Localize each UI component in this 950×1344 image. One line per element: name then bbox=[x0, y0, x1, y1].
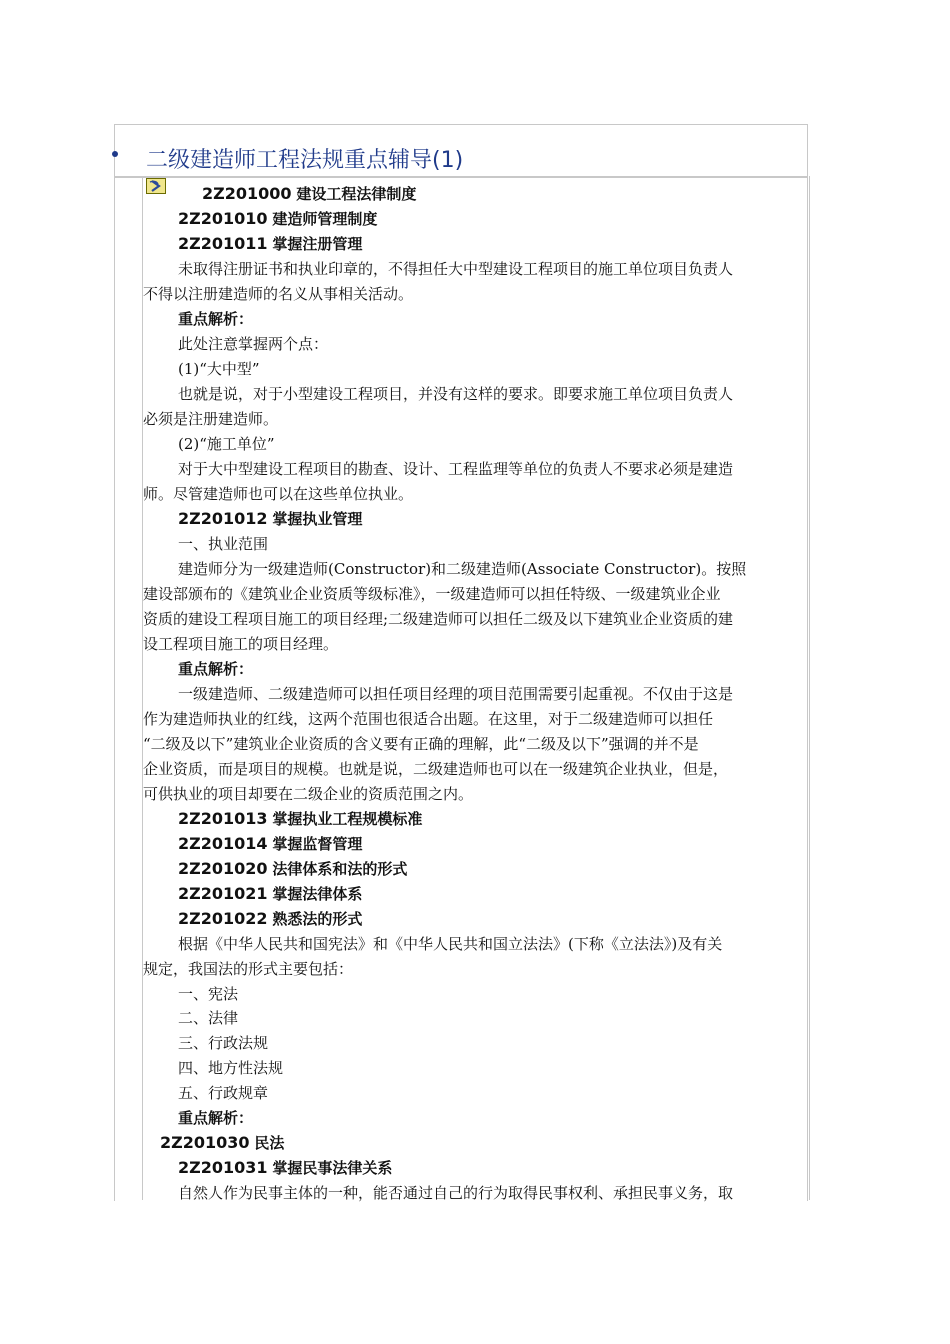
key-analysis-label bbox=[178, 659, 253, 679]
paragraph-line bbox=[178, 459, 733, 479]
section-code: 2Z201000 bbox=[202, 184, 292, 203]
section-code: 2Z201020 bbox=[178, 859, 268, 878]
section-title: 掌握执业工程规模标准 bbox=[272, 810, 423, 828]
paragraph-line bbox=[143, 409, 278, 429]
section-code: 2Z201013 bbox=[178, 809, 268, 828]
line-text: 一、宪法 bbox=[178, 985, 239, 1003]
paragraph-line bbox=[178, 1058, 283, 1078]
paragraph-line bbox=[143, 634, 338, 654]
section-heading bbox=[178, 809, 422, 829]
paragraph-line bbox=[143, 284, 413, 304]
paragraph-line bbox=[178, 684, 733, 704]
section-code: 2Z201014 bbox=[178, 834, 268, 853]
page-title: 二级建造师工程法规重点辅导(1) bbox=[146, 148, 464, 173]
section-heading bbox=[178, 859, 407, 879]
line-text: 五、行政规章 bbox=[178, 1084, 269, 1102]
line-text: 必须是注册建造师。 bbox=[143, 410, 279, 428]
bullet-icon bbox=[112, 151, 118, 157]
section-heading bbox=[178, 834, 362, 854]
paragraph-line bbox=[178, 259, 733, 279]
section-title: 掌握注册管理 bbox=[272, 235, 363, 253]
line-text: 三、行政法规 bbox=[178, 1034, 269, 1052]
paragraph-line bbox=[178, 559, 746, 579]
line-text: 此处注意掌握两个点： bbox=[178, 335, 329, 353]
line-text: 可供执业的项目却要在二级企业的资质范围之内。 bbox=[143, 785, 474, 803]
paragraph-line bbox=[178, 1183, 733, 1203]
section-code: 2Z201022 bbox=[178, 909, 268, 928]
paragraph-line bbox=[178, 359, 260, 379]
line-text: 师。尽管建造师也可以在这些单位执业。 bbox=[143, 485, 414, 503]
line-text: 企业资质，而是项目的规模。也就是说，二级建造师也可以在一级建筑企业执业，但是， bbox=[143, 760, 729, 778]
line-text: 自然人作为民事主体的一种，能否通过自己的行为取得民事权利、承担民事义务，取 bbox=[178, 1184, 734, 1202]
key-analysis-label bbox=[178, 1108, 253, 1128]
line-text: 不得以注册建造师的名义从事相关活动。 bbox=[143, 285, 414, 303]
paragraph-line bbox=[143, 784, 473, 804]
section-title: 掌握法律体系 bbox=[272, 885, 363, 903]
paragraph-line bbox=[178, 334, 328, 354]
line-text: 规定，我国法的形式主要包括： bbox=[143, 960, 354, 978]
line-text: 建造师分为一级建造师(Constructor)和二级建造师(Associate Constructor)。按照 bbox=[178, 560, 747, 578]
line-text: (2)“施工单位” bbox=[178, 435, 275, 453]
section-heading bbox=[178, 1158, 392, 1178]
paragraph-line bbox=[143, 584, 721, 604]
paragraph-line bbox=[178, 434, 275, 454]
paragraph-line bbox=[143, 609, 733, 629]
section-title: 掌握执业管理 bbox=[272, 510, 363, 528]
section-heading bbox=[178, 509, 362, 529]
line-text: 四、地方性法规 bbox=[178, 1059, 284, 1077]
section-heading bbox=[178, 234, 362, 254]
paragraph-line bbox=[178, 1033, 268, 1053]
section-title: 掌握民事法律关系 bbox=[272, 1159, 393, 1177]
key-analysis-label bbox=[178, 309, 253, 329]
line-text: 一、执业范围 bbox=[178, 535, 269, 553]
line-text: 未取得注册证书和执业印章的，不得担任大中型建设工程项目的施工单位项目负责人 bbox=[178, 260, 734, 278]
section-heading bbox=[202, 184, 416, 204]
section-title: 建造师管理制度 bbox=[272, 210, 378, 228]
section-code: 2Z201030 bbox=[160, 1133, 250, 1152]
line-text: 二、法律 bbox=[178, 1009, 239, 1027]
paragraph-line bbox=[143, 484, 413, 504]
section-heading bbox=[178, 884, 362, 904]
section-title: 掌握监督管理 bbox=[272, 835, 363, 853]
paragraph-line bbox=[143, 959, 353, 979]
section-title: 熟悉法的形式 bbox=[272, 910, 363, 928]
line-text: 对于大中型建设工程项目的勘查、设计、工程监理等单位的负责人不要求必须是建造 bbox=[178, 460, 734, 478]
line-text: 作为建造师执业的红线，这两个范围也很适合出题。在这里，对于二级建造师可以担任 bbox=[143, 710, 714, 728]
section-title: 民法 bbox=[254, 1134, 285, 1152]
line-text: 也就是说，对于小型建设工程项目，并没有这样的要求。即要求施工单位项目负责人 bbox=[178, 385, 734, 403]
section-heading bbox=[160, 1133, 284, 1153]
section-code: 2Z201012 bbox=[178, 509, 268, 528]
section-code: 2Z201011 bbox=[178, 234, 268, 253]
section-code: 2Z201010 bbox=[178, 209, 268, 228]
section-title: 建设工程法律制度 bbox=[296, 185, 417, 203]
document-icon[interactable] bbox=[146, 178, 166, 194]
section-code: 2Z201021 bbox=[178, 884, 268, 903]
line-text: 重点解析： bbox=[178, 1109, 254, 1127]
paragraph-line bbox=[178, 384, 733, 404]
paragraph-line bbox=[178, 984, 238, 1004]
line-text: (1)“大中型” bbox=[178, 360, 260, 378]
paragraph-line bbox=[143, 759, 728, 779]
section-heading bbox=[178, 909, 362, 929]
paragraph-line bbox=[178, 534, 268, 554]
section-title: 法律体系和法的形式 bbox=[272, 860, 408, 878]
paragraph-line bbox=[143, 709, 713, 729]
line-text: 资质的建设工程项目施工的项目经理;二级建造师可以担任二级及以下建筑业企业资质的建 bbox=[143, 610, 734, 628]
section-code: 2Z201031 bbox=[178, 1158, 268, 1177]
line-text: 一级建造师、二级建造师可以担任项目经理的项目范围需要引起重视。不仅由于这是 bbox=[178, 685, 734, 703]
paragraph-line bbox=[143, 734, 699, 754]
line-text: 根据《中华人民共和国宪法》和《中华人民共和国立法法》(下称《立法法》)及有关 bbox=[178, 935, 723, 953]
line-text: “二级及以下”建筑业企业资质的含义要有正确的理解，此“二级及以下”强调的并不是 bbox=[143, 735, 699, 753]
paragraph-line bbox=[178, 1083, 268, 1103]
paragraph-line bbox=[178, 934, 722, 954]
line-text: 设工程项目施工的项目经理。 bbox=[143, 635, 339, 653]
paragraph-line bbox=[178, 1008, 238, 1028]
line-text: 重点解析： bbox=[178, 660, 254, 678]
line-text: 建设部颁布的《建筑业企业资质等级标准》，一级建造师可以担任特级、一级建筑业企业 bbox=[143, 585, 721, 603]
section-heading bbox=[178, 209, 377, 229]
line-text: 重点解析： bbox=[178, 310, 254, 328]
